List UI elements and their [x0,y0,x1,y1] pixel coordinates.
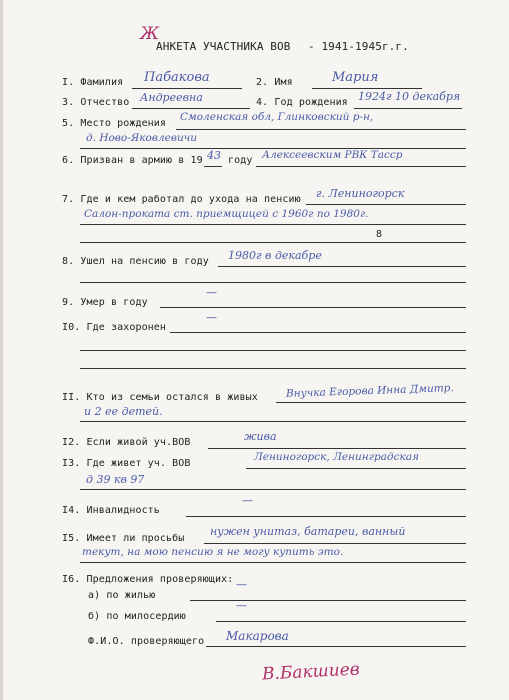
label-housing: а) по жилью [88,590,156,601]
line-address-1 [246,468,466,469]
value-work-1: г. Лениногорск [316,187,405,200]
inspector-signature: В.Бакшиев [261,659,361,685]
value-alive: жива [244,430,277,443]
value-disability: — [242,494,253,507]
label-alive: I2. Если живой уч.ВОВ [62,437,191,448]
line-buried-2 [80,350,466,351]
label-birthplace: 5. Место рождения [62,118,167,129]
line-birthplace-1 [176,129,466,130]
value-requests-2: текут, на мою пенсию я не могу купить это. [82,546,344,558]
label-family: II. Кто из семьи остался в живых [62,392,258,403]
value-buried: — [206,311,217,324]
line-died [160,307,466,308]
work-note: 8 [376,229,383,240]
label-address: I3. Где живет уч. ВОВ [62,458,191,469]
label-retired: 8. Ушел на пенсию в году [62,256,209,267]
line-work-2 [80,224,466,225]
value-family-2: и 2 ее детей. [84,405,163,418]
value-birthplace-1: Смоленская обл, Глинковский р-н, [180,111,374,123]
line-draft-office [256,166,466,167]
line-buried [170,332,466,333]
line-housing [190,600,466,601]
value-draft-year: 43 [207,149,221,162]
line-charity [216,621,466,622]
scan-edge [0,0,3,700]
line-family-2 [80,421,466,422]
label-buried: I0. Где захоронен [62,322,167,333]
line-work-3 [80,242,466,243]
value-patronymic: Андреевна [140,91,203,104]
line-requests-1 [204,543,466,544]
value-draft-office: Алексеевским РВК Тасср [262,149,403,161]
label-disability: I4. Инвалидность [62,505,160,516]
label-charity: б) по милосердию [88,611,186,622]
value-birth-year: 1924г 10 декабря [358,90,461,103]
form-title: АНКЕТА УЧАСТНИКА ВОВ [156,40,291,53]
value-work-2: Салон-проката ст. приемщицей с 1960г по 1980г. [84,208,369,220]
line-disability [186,516,466,517]
label-work: 7. Где и кем работал до ухода на пенсию [62,194,301,205]
line-retired-2 [80,282,466,283]
value-inspector: Макарова [226,629,289,643]
line-address-2 [80,489,466,490]
value-died: — [206,286,217,299]
line-birth-year [354,108,462,109]
label-birth-year: 4. Год рождения [256,97,348,108]
value-retired: 1980г в декабре [228,249,322,262]
line-inspector [206,646,466,647]
line-buried-3 [80,368,466,369]
label-drafted: 6. Призван в армию в 19 [62,155,203,166]
line-retired [218,266,466,267]
value-family-1: Внучка Егорова Инна Дмитр. [285,382,454,400]
line-surname [132,88,242,89]
value-requests-1: нужен унитаз, батареи, ванный [210,525,406,538]
line-requests-2 [80,562,466,563]
label-surname: I. Фамилия [62,77,124,88]
line-work-1 [306,204,466,205]
value-address-2: д 39 кв 97 [86,473,145,486]
corner-mark: Ж [140,24,160,44]
value-charity: — [236,599,247,612]
value-surname: Пабакова [144,70,210,85]
label-drafted-year-word: году [228,155,253,166]
label-died: 9. Умер в году [62,297,148,308]
label-name: 2. Имя [256,77,293,88]
value-birthplace-2: д. Ново-Яковлевичи [86,132,198,144]
line-draft-year [204,166,222,167]
label-proposals: I6. Предложения проверяющих: [62,574,234,585]
line-name [312,88,422,89]
form-years: - 1941-1945г.г. [308,40,409,53]
line-alive [208,448,466,449]
label-patronymic: 3. Отчество [62,97,130,108]
value-name: Мария [332,70,379,85]
label-inspector: Ф.И.О. проверяющего [88,636,205,647]
value-address-1: Лениногорск, Ленинградская [254,451,419,463]
line-patronymic [132,108,250,109]
line-family-1 [276,402,466,403]
label-requests: I5. Имеет ли просьбы [62,533,185,544]
value-housing: — [236,578,247,591]
